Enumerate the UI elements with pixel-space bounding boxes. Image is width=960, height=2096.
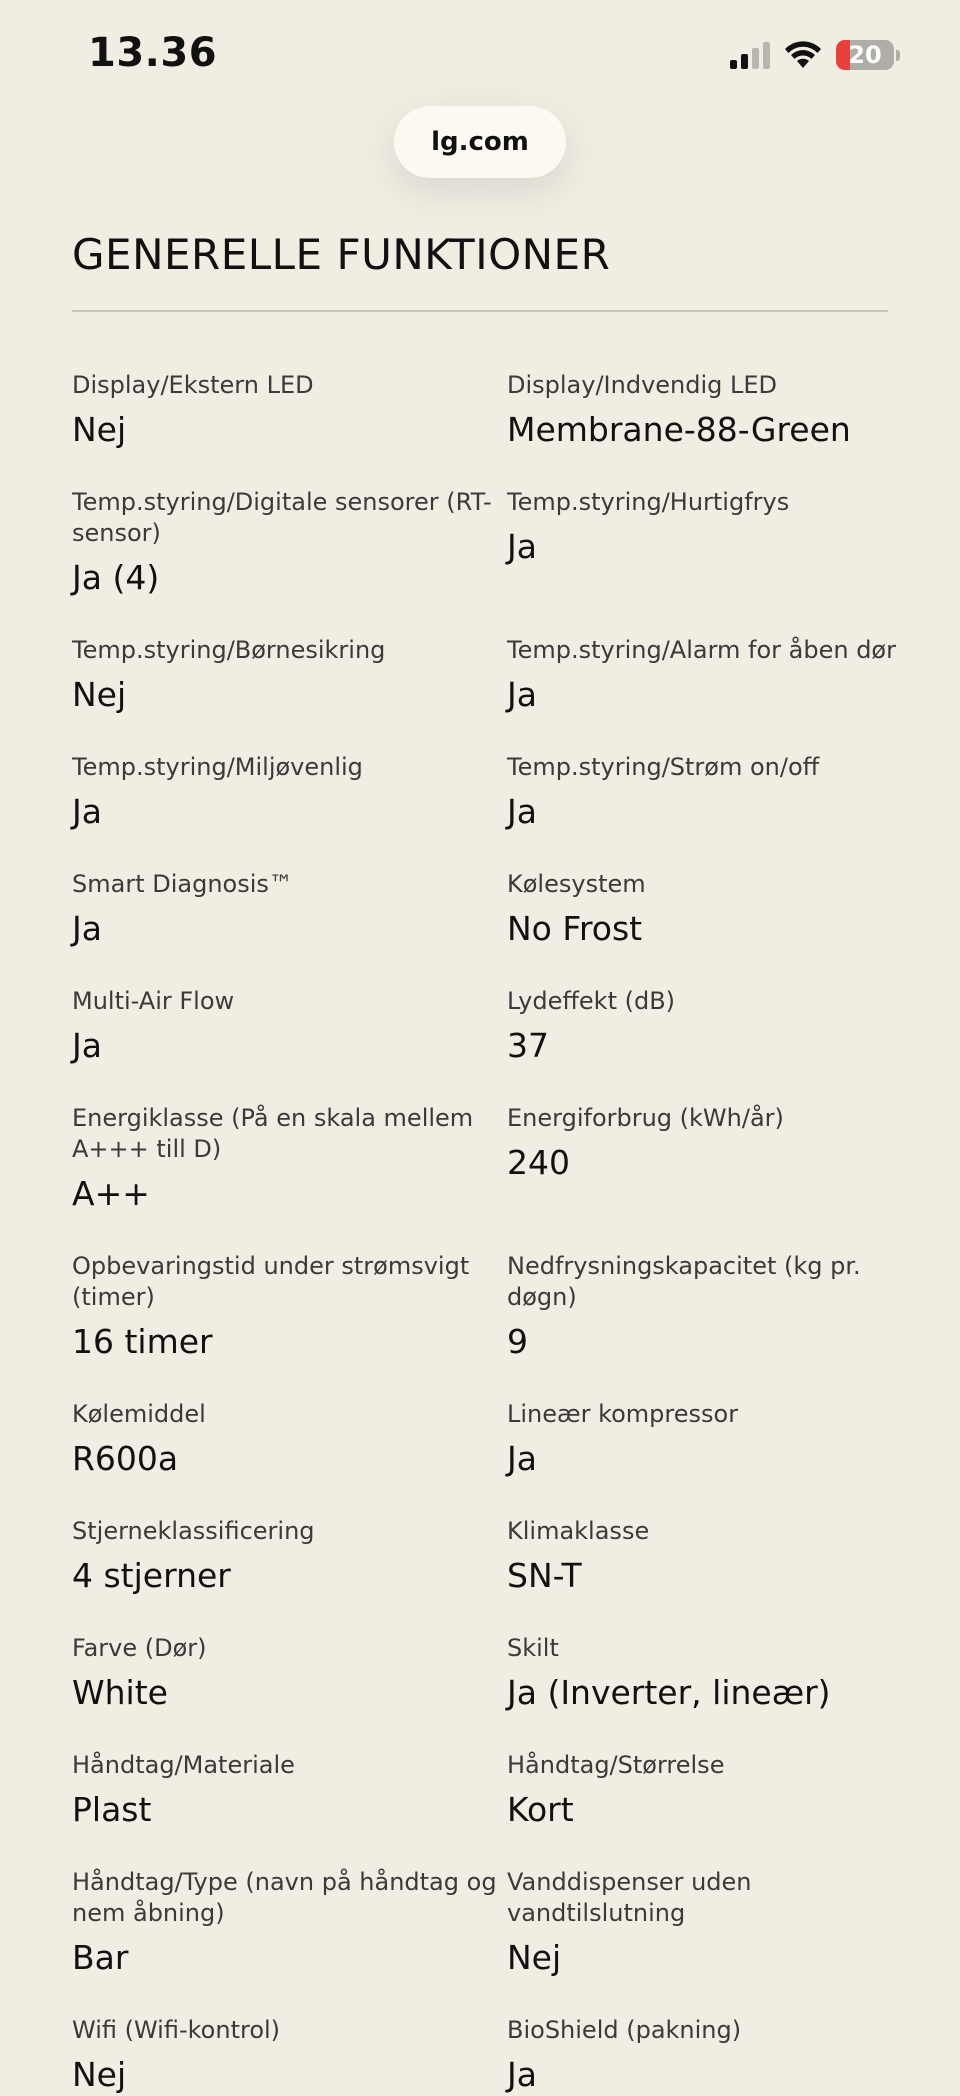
spec-item [72,1251,507,1363]
spec-item [507,635,902,716]
spec-item [72,1633,507,1714]
spec-item [72,487,507,599]
battery-icon [836,40,894,70]
status-icons [730,38,900,72]
wifi-icon [784,41,822,69]
spec-label: Lydeffekt (dB) [507,987,676,1015]
spec-value: Ja [507,2055,537,2094]
spec-label: Multi-Air Flow [72,987,235,1015]
spec-value: Ja [72,909,102,948]
spec-value: Nej [72,410,127,449]
spec-value: Ja (Inverter, lineær) [507,1673,831,1712]
spec-label: Temp.styring/Digitale sensorer (RT-sensor) [72,488,492,547]
spec-label: Temp.styring/Børnesikring [72,636,386,664]
spec-value: Ja [72,1026,102,1065]
battery-tip [896,50,900,61]
spec-item [72,1516,507,1597]
spec-label: Håndtag/Størrelse [507,1751,725,1779]
spec-value: Ja [507,675,537,714]
url-text: lg.com [431,127,529,157]
spec-label: Lineær kompressor [507,1400,739,1428]
spec-label: BioShield (pakning) [507,2016,742,2044]
spec-item [72,752,507,833]
spec-label: Nedfrysningskapacitet (kg pr. døgn) [507,1252,861,1311]
spec-label: Vanddispenser uden vandtilslutning [507,1868,752,1927]
spec-value: 240 [507,1143,570,1182]
spec-label: Farve (Dør) [72,1634,207,1662]
spec-label: Energiforbrug (kWh/år) [507,1104,784,1132]
battery-level: 20 [848,41,882,69]
spec-item [507,2015,902,2096]
spec-value: Bar [72,1938,129,1977]
spec-label: Temp.styring/Alarm for åben dør [507,636,896,664]
spec-item [507,752,902,833]
spec-label: Energiklasse (På en skala mellem A+++ till D) [72,1104,474,1163]
spec-item [72,1750,507,1831]
spec-label: Temp.styring/Strøm on/off [507,753,820,781]
spec-value: A++ [72,1174,150,1213]
spec-label: Smart Diagnosis™ [72,870,293,898]
spec-value: Nej [507,1938,562,1977]
spec-label: Håndtag/Materiale [72,1751,295,1779]
spec-value: Plast [72,1790,152,1829]
spec-value: Ja [507,1439,537,1478]
spec-item [507,1399,902,1480]
spec-value: 37 [507,1026,549,1065]
spec-label: Opbevaringstid under strømsvigt (timer) [72,1252,470,1311]
spec-label: Display/Ekstern LED [72,371,314,399]
section-title: GENERELLE FUNKTIONER [72,230,611,279]
spec-item [507,1251,902,1363]
spec-item [507,1103,902,1215]
spec-value: Ja (4) [72,558,160,597]
spec-item [507,370,902,451]
spec-value: R600a [72,1439,179,1478]
cellular-signal-icon [730,41,770,69]
spec-item [72,1103,507,1215]
status-time: 13.36 [88,30,218,76]
spec-value: Kort [507,1790,574,1829]
spec-value: 16 timer [72,1322,213,1361]
spec-value: 4 stjerner [72,1556,231,1595]
spec-item [507,487,902,599]
spec-label: Temp.styring/Miljøvenlig [72,753,363,781]
spec-value: Nej [72,675,127,714]
spec-item [507,1750,902,1831]
address-bar[interactable] [394,106,566,178]
spec-value: Ja [72,792,102,831]
spec-item [507,1516,902,1597]
spec-value: Membrane-88-Green [507,410,851,449]
spec-list [72,370,902,2096]
spec-value: No Frost [507,909,643,948]
spec-item [72,1399,507,1480]
spec-value: White [72,1673,168,1712]
spec-label: Skilt [507,1634,559,1662]
spec-item [507,986,902,1067]
spec-value: 9 [507,1322,528,1361]
spec-item [72,869,507,950]
spec-item [72,370,507,451]
spec-value: SN-T [507,1556,582,1595]
spec-item [72,2015,507,2096]
spec-label: Kølemiddel [72,1400,206,1428]
spec-item [72,986,507,1067]
spec-label: Wifi (Wifi-kontrol) [72,2016,281,2044]
spec-value: Nej [72,2055,127,2094]
spec-item [507,1633,902,1714]
spec-label: Stjerneklassificering [72,1517,315,1545]
spec-label: Kølesystem [507,870,646,898]
status-bar [0,0,960,100]
spec-label: Klimaklasse [507,1517,650,1545]
spec-value: Ja [507,792,537,831]
spec-item [72,1867,507,1979]
spec-label: Display/Indvendig LED [507,371,778,399]
section-divider [72,310,888,312]
spec-value: Ja [507,527,537,566]
spec-label: Temp.styring/Hurtigfrys [507,488,790,516]
spec-item [507,869,902,950]
spec-label: Håndtag/Type (navn på håndtag og nem åbning) [72,1868,497,1927]
spec-item [507,1867,902,1979]
spec-item [72,635,507,716]
